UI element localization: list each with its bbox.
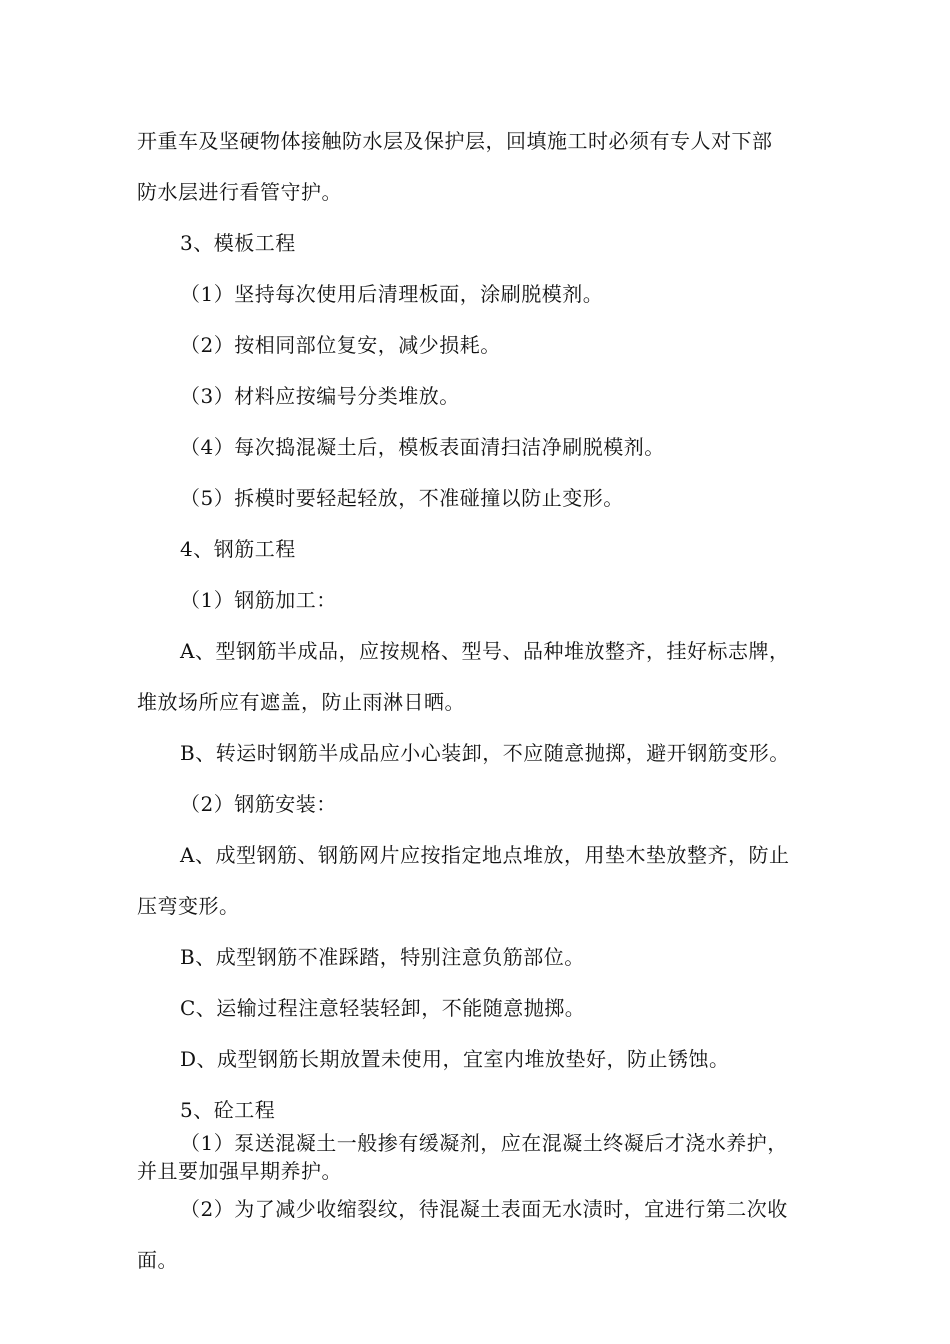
sub-heading: （1）钢筋加工： [180,588,337,612]
paragraph-line: 压弯变形。 [137,894,240,918]
list-item: （5）拆模时要轻起轻放，不准碰撞以防止变形。 [180,486,624,510]
paragraph-line: D、成型钢筋长期放置未使用，宜室内堆放垫好，防止锈蚀。 [180,1047,730,1071]
paragraph-line: A、型钢筋半成品，应按规格、型号、品种堆放整齐，挂好标志牌， [180,639,790,663]
list-item: （2）按相同部位复安，减少损耗。 [180,333,501,357]
list-item: （3）材料应按编号分类堆放。 [180,384,460,408]
paragraph-line: C、运输过程注意轻装轻卸，不能随意抛掷。 [180,996,586,1020]
list-item: （4）每次捣混凝土后，模板表面清扫洁净刷脱模剂。 [180,435,665,459]
section-heading-formwork: 3、模板工程 [180,231,296,255]
paragraph-line: 开重车及坚硬物体接触防水层及保护层，回填施工时必须有专人对下部 [137,129,773,153]
paragraph-line: 并且要加强早期养护。 [137,1159,342,1183]
paragraph-line: A、成型钢筋、钢筋网片应按指定地点堆放，用垫木垫放整齐，防止 [180,843,790,867]
section-heading-rebar: 4、钢筋工程 [180,537,296,561]
paragraph-line: B、转运时钢筋半成品应小心装卸，不应随意抛掷，避开钢筋变形。 [180,741,790,765]
list-item: （1）泵送混凝土一般掺有缓凝剂，应在混凝土终凝后才浇水养护， [180,1131,788,1155]
paragraph-line: B、成型钢筋不准踩踏，特别注意负筋部位。 [180,945,585,969]
paragraph-line: 面。 [137,1248,178,1272]
sub-heading: （2）钢筋安装： [180,792,337,816]
list-item: （2）为了减少收缩裂纹，待混凝土表面无水渍时，宜进行第二次收 [180,1197,788,1221]
list-item: （1）坚持每次使用后清理板面，涂刷脱模剂。 [180,282,604,306]
paragraph-line: 防水层进行看管守护。 [137,180,342,204]
section-heading-concrete: 5、砼工程 [180,1098,276,1122]
paragraph-line: 堆放场所应有遮盖，防止雨淋日晒。 [137,690,465,714]
